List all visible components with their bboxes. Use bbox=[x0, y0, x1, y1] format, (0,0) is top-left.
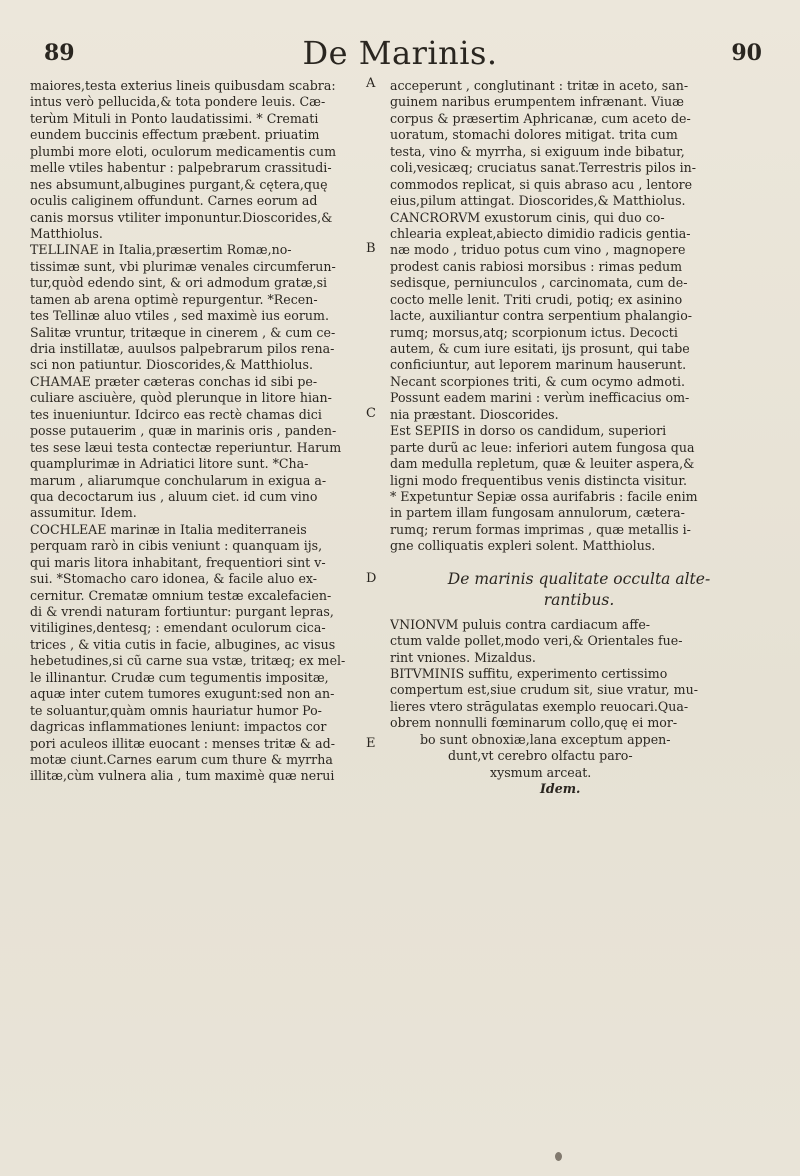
text-line: xysmum arceat. bbox=[490, 764, 592, 780]
text-line: qui maris litora inhabitant, frequentiori sint v- bbox=[30, 554, 326, 570]
text-line: Idem. bbox=[540, 781, 581, 797]
text-line: vitiligines,dentesq; : emendant oculorum cica- bbox=[30, 620, 326, 636]
text-line: BITVMINIS suffitu, experimento certissimo bbox=[390, 666, 668, 681]
right-column-top bbox=[390, 78, 768, 555]
text-line: rumq; morsus,atq; scorpionum ictus. Decocti bbox=[390, 324, 678, 340]
text-line: qua decoctarum ius , aluum ciet. id cum vino bbox=[30, 488, 318, 504]
text-line: di & vrendi naturam fortiuntur: purgant lepras, bbox=[30, 604, 334, 619]
text-line: Possunt eadem marini : verùm inefficacius om- bbox=[390, 390, 690, 406]
page-number-left: 89 bbox=[44, 40, 75, 66]
text-line: Salitæ vruntur, tritæque in cinerem , & cum ce- bbox=[30, 324, 336, 340]
text-line: sui. *Stomacho caro idonea, & facile aluo ex- bbox=[30, 571, 318, 587]
text-line: testa, vino & myrrha, si exiguum inde bibatur, bbox=[390, 143, 685, 159]
text-line: Matthiolus. bbox=[30, 225, 103, 241]
text-line: dunt,vt cerebro olfactu paro- bbox=[448, 748, 633, 764]
ink-stain bbox=[555, 1152, 562, 1161]
text-line: aquæ inter cutem tumores exugunt:sed non an- bbox=[30, 686, 335, 702]
text-line: ligni modo frequentibus venis distincta visitur. bbox=[390, 472, 688, 488]
text-line: lacte, auxiliantur contra serpentium phalangio- bbox=[390, 308, 693, 324]
text-line: TELLINAE in Italia,præsertim Romæ,no- bbox=[30, 242, 292, 258]
text-line: rint vniones. Mizaldus. bbox=[390, 649, 536, 665]
text-line: tamen ab arena optimè repurgentur. *Recen- bbox=[30, 291, 318, 307]
text-line: lieres vtero strāgulatas exemplo reuocari.Qua- bbox=[390, 698, 689, 714]
text-line: acceperunt , conglutinant : tritæ in aceto, san- bbox=[390, 78, 689, 93]
text-line: COCHLEAE marinæ in Italia mediterraneis bbox=[30, 521, 307, 537]
text-line: næ modo , triduo potus cum vino , magnopere bbox=[390, 242, 686, 258]
running-title: De Marinis. bbox=[302, 34, 498, 72]
text-line: nia præstant. Dioscorides. bbox=[390, 406, 559, 422]
text-line: cernitur. Crematæ omnium testæ excalefacien- bbox=[30, 587, 332, 603]
text-line: parte durũ ac leue: inferiori autem fungosa qua bbox=[390, 439, 695, 455]
text-line: uoratum, stomachi dolores mitigat. trita cum bbox=[390, 127, 678, 143]
text-line: posse putauerim , quæ in marinis oris , panden- bbox=[30, 423, 337, 439]
text-line: culiare asciuère, quòd plerunque in litore hian- bbox=[30, 390, 332, 406]
text-line: sedisque, perniunculos , carcinomata, cum de- bbox=[390, 275, 688, 291]
text-line: autem, & cum iure esitati, ijs prosunt, qui tabe bbox=[390, 341, 690, 356]
text-line: pori aculeos illitæ euocant : menses tritæ & ad- bbox=[30, 735, 335, 751]
text-line: compertum est,siue crudum sit, siue vratur, mu- bbox=[390, 682, 698, 698]
text-line: cocto melle lenit. Triti crudi, potiq; ex asinino bbox=[390, 291, 683, 307]
text-line: tur,quòd edendo sint, & ori admodum gratæ,si bbox=[30, 275, 328, 291]
text-line: ctum valde pollet,modo veri,& Orientales fue- bbox=[390, 633, 683, 649]
margin-letter-b: B bbox=[366, 241, 376, 256]
text-line: hebetudines,si cũ carne sua vstæ, tritæq; ex mel- bbox=[30, 653, 346, 669]
text-line: canis morsus vtiliter imponuntur.Dioscorides,& bbox=[30, 209, 333, 225]
text-line: plumbi more eloti, oculorum medicamentis cum bbox=[30, 143, 337, 159]
text-line: quamplurimæ in Adriatici litore sunt. *Cha- bbox=[30, 456, 309, 472]
page-header bbox=[0, 34, 800, 74]
section-heading bbox=[390, 569, 768, 611]
text-line: prodest canis rabiosi morsibus : rimas pedum bbox=[390, 258, 683, 274]
text-line: dagricas inflammationes leniunt: impactos cor bbox=[30, 719, 327, 735]
text-line: VNIONVM puluis contra cardiacum affe- bbox=[390, 616, 651, 632]
text-line: perquam rarò in cibis veniunt : quanquam ijs, bbox=[30, 538, 323, 554]
left-column bbox=[30, 78, 368, 785]
text-line: nes absumunt,albugines purgant,& cętera,quę bbox=[30, 176, 328, 192]
text-line: De marinis qualitate occulta alte- bbox=[447, 569, 711, 588]
text-line: maiores,testa exterius lineis quibusdam scabra: bbox=[30, 78, 336, 93]
text-line: eius,pilum attingat. Dioscorides,& Matthiolus. bbox=[390, 193, 686, 209]
text-line: corpus & præsertim Aphricanæ, cum aceto de- bbox=[390, 110, 691, 126]
text-line: melle vtiles habentur : palpebrarum crassitudi- bbox=[30, 160, 332, 176]
text-line: intus verò pellucida,& tota pondere leuis. Cæ- bbox=[30, 94, 326, 110]
text-line: sci non patiuntur. Dioscorides,& Matthiolus. bbox=[30, 357, 313, 373]
text-line: coli,vesicæq; cruciatus sanat.Terrestris pilos in- bbox=[390, 160, 696, 176]
text-line: rumq; rerum formas imprimas , quæ metallis i- bbox=[390, 521, 691, 537]
text-line: CANCRORVM exustorum cinis, qui duo co- bbox=[390, 209, 665, 225]
text-line: chlearia expleat,abiecto dimidio radicis gentia- bbox=[390, 225, 691, 241]
margin-letter-e: E bbox=[366, 736, 376, 751]
text-line: dam medulla repletum, quæ & leuiter aspera,& bbox=[390, 456, 695, 472]
text-line: gne colliquatis expleri solent. Matthiolus. bbox=[390, 538, 656, 554]
text-line: Est SEPIIS in dorso os candidum, superiori bbox=[390, 423, 667, 439]
text-line: tissimæ sunt, vbi plurimæ venales circumferun- bbox=[30, 258, 336, 274]
margin-letter-a: A bbox=[366, 76, 376, 91]
text-line: le illinantur. Crudæ cum tegumentis impositæ, bbox=[30, 669, 329, 685]
text-line: guinem naribus erumpentem infrænant. Viuæ bbox=[390, 94, 684, 110]
text-line: trices , & vitia cutis in facie, albugines, ac visus bbox=[30, 636, 336, 652]
text-line: illitæ,cùm vulnera alia , tum maximè quæ nerui bbox=[30, 768, 335, 784]
text-line: oculis caliginem offundunt. Carnes eorum ad bbox=[30, 193, 318, 209]
text-line: eundem buccinis effectum præbent. priuatim bbox=[30, 127, 320, 143]
margin-letter-c: C bbox=[366, 406, 376, 421]
text-line: conficiuntur, aut leporem marinum hauserunt. bbox=[390, 357, 687, 373]
text-line: rantibus. bbox=[543, 590, 615, 609]
text-line: obrem nonnulli fœminarum collo,quę ei mor- bbox=[390, 715, 678, 731]
text-line: in partem illam fungosam annulorum, cætera- bbox=[390, 505, 685, 521]
text-line: assumitur. Idem. bbox=[30, 505, 137, 521]
right-column bbox=[390, 78, 768, 798]
text-line: marum , aliarumque conchularum in exigua a- bbox=[30, 472, 327, 488]
text-line: terùm Mituli in Ponto laudatissimi. * Cremati bbox=[30, 110, 319, 126]
text-line: tes Tellinæ aluo vtiles , sed maximè ius eorum. bbox=[30, 308, 329, 324]
page-number-right: 90 bbox=[731, 40, 762, 66]
text-line: CHAMAE præter cæteras conchas id sibi pe- bbox=[30, 373, 318, 389]
right-column-bottom bbox=[390, 617, 768, 798]
text-line: tes sese læui testa contectæ reperiuntur. Harum bbox=[30, 439, 342, 455]
text-line: bo sunt obnoxiæ,lana exceptum appen- bbox=[420, 731, 671, 747]
text-line: motæ ciunt.Carnes earum cum thure & myrrha bbox=[30, 751, 333, 767]
margin-letter-d: D bbox=[366, 571, 377, 586]
text-line: Necant scorpiones triti, & cum ocymo admoti. bbox=[390, 373, 686, 389]
text-line: commodos replicat, si quis abraso acu , lentore bbox=[390, 176, 693, 192]
text-line: dria instillatæ, auulsos palpebrarum pilos rena- bbox=[30, 341, 335, 356]
text-line: te soluantur,quàm omnis hauriatur humor Po- bbox=[30, 702, 322, 718]
text-line: tes inueniuntur. Idcirco eas rectè chamas dici bbox=[30, 406, 322, 422]
text-line: * Expetuntur Sepiæ ossa aurifabris : facile enim bbox=[390, 488, 698, 504]
